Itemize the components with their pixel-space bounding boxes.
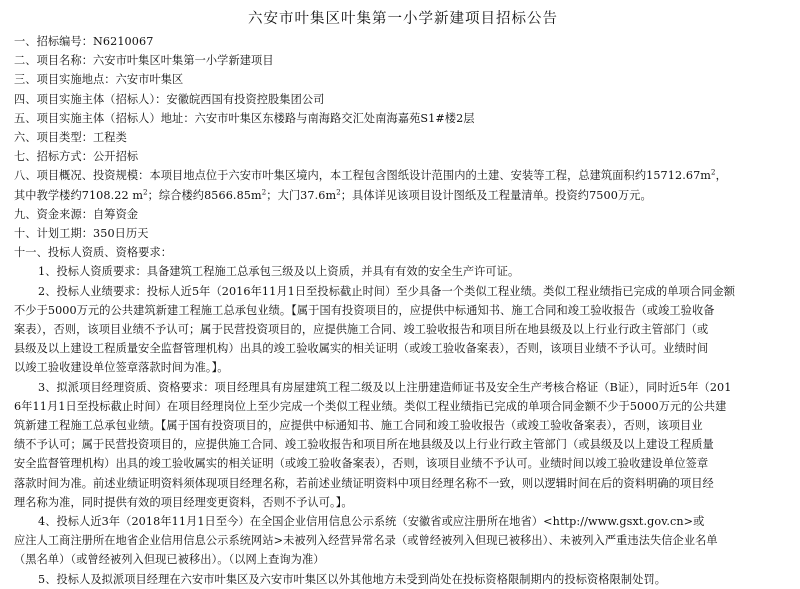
item-schedule: 十、计划工期：350日历天 [14, 227, 149, 241]
superscript-2: 2 [261, 187, 267, 196]
item-project-name: 二、项目名称：六安市叶集区叶集第一小学新建项目 [14, 54, 274, 68]
requirement-2-line: 县级及以上建设工程质量安全监督管理机构）出具的竣工验收属实的相关证明（或竣工验收备案表），否则，该项目业绩不予认可。业绩时间 [14, 342, 709, 356]
requirement-3-line: 3、拟派项目经理资质、资格要求：项目经理具有房屋建筑工程二级及以上注册建造师证书及安全生产考核合格证（B证），同时近5年（201 [38, 380, 732, 394]
item-bid-number: 一、招标编号：N6210067 [14, 35, 154, 48]
requirement-2-line: 案表），否则，该项目业绩不予认可；属于民营投资项目的，应提供施工合同、竣工验收报告和项目所在地县级及以上行业行政主管部门（或 [14, 323, 709, 337]
requirement-3-line: 理名称为准，同时提供有效的项目经理变更资料，否则不予认可。】。 [14, 495, 353, 509]
requirement-3-line: 安全监督管理机构）出具的竣工验收属实的相关证明（或竣工验收备案表），否则，该项目业绩不予认可。业绩时间以竣工验收建设单位签章 [14, 457, 709, 471]
requirement-5: 5、投标人及拟派项目经理在六安市叶集区及六安市叶集区以外其他地方未受到尚处在投标资格限制期内的投标资格限制处罚。 [38, 572, 667, 586]
overview-text-2: 其中教学楼约7108.22 m [14, 188, 144, 202]
requirement-2-line: 2、投标人业绩要求：投标人近5年（2016年11月1日至投标截止时间）至少具备一个类似工程业绩。类似工程业绩指已完成的单项合同金额 [38, 284, 736, 298]
requirement-2-line: 以竣工验收建设单位签章落款时间为准。】。 [14, 361, 229, 375]
overview-text-1: 八、项目概况、投资规模：本项目地点位于六安市叶集区境内，本工程包含图纸设计范围内的土建、安装等工程，总建筑面积约15712.67m [14, 169, 711, 183]
item-tenderer: 四、项目实施主体（招标人）：安徽皖西国有投资控股集团公司 [14, 92, 325, 106]
overview-text-5: ；具体详见该项目设计图纸及工程量清单。投资约7500万元。 [340, 188, 652, 202]
superscript-2: 2 [143, 187, 148, 196]
item-overview-line-2 [14, 186, 792, 205]
requirement-3-line: 绩不予认可；属于民营投资项目的，应提供施工合同、竣工验收报告和项目所在地县级及以上行业行政主管部门（或县级及以上建设工程质量 [14, 438, 714, 452]
requirement-3-line: 落款时间为准。前述业绩证明资料须体现项目经理名称，若前述业绩证明资料中项目经理名称不一致，则以逻辑时间在后的资料明确的项目经 [14, 476, 714, 490]
requirement-2-line: 不少于5000万元的公共建筑新建工程施工总承包业绩。【属于国有投资项目的，应提供中标通知书、施工合同和竣工验收报告（或竣工验收备 [14, 303, 715, 317]
requirement-1: 1、投标人资质要求：具备建筑工程施工总承包三级及以上资质，并具有有效的安全生产许可证。 [38, 265, 520, 279]
overview-text-3: ；综合楼约8566.85m [147, 188, 262, 202]
item-project-type: 六、项目类型：工程类 [14, 131, 127, 145]
item-fund-source: 九、资金来源：自筹资金 [14, 207, 139, 221]
item-tenderer-address: 五、项目实施主体（招标人）地址：六安市叶集区东楼路与南海路交汇处南海嘉苑S1#楼2层 [14, 111, 475, 125]
requirement-4-line: （黑名单）（或曾经被列入但现已被移出）。（以网上查询为准） [14, 553, 325, 567]
superscript-2: 2 [711, 168, 716, 177]
overview-text-4: ；大门37.6m [266, 188, 337, 202]
item-bid-method: 七、招标方式：公开招标 [14, 150, 139, 164]
requirement-4-line: 应注人工商注册所在地省企业信用信息公示系统网站>未被列入经营异常名录（或曾经被列入但现已被移出）、未被列入严重违法失信企业名单 [14, 534, 718, 548]
item-overview-line-1: 八、项目概况、投资规模：本项目地点位于六安市叶集区境内，本工程包含图纸设计范围内的土建、安装等工程，总建筑面积约$15712.67m^2$， [14, 168, 727, 183]
superscript-2: 2 [336, 187, 341, 196]
item-location: 三、项目实施地点：六安市叶集区 [14, 73, 184, 87]
requirement-3-line: 筑新建工程施工总承包业绩。【属于国有投资项目的，应提供中标通知书、施工合同和竣工验收报告（或竣工验收备案表），否则，该项目业 [14, 419, 703, 433]
requirement-4-line: 4、投标人近3年（2018年11月1日至今）在全国企业信用信息公示系统（安徽省或应注册所在地省）<http://www.gsxt.gov.cn>或 [38, 515, 705, 529]
requirement-3-line: 6年11月1日至投标截止时间）在项目经理岗位上至少完成一个类似工程业绩。类似工程业绩指已完成的单项合同金额不少于5000万元的公共建 [14, 399, 727, 413]
item-qualification-heading: 十一、投标人资质、资格要求： [14, 246, 173, 260]
document-title: 六安市叶集区叶集第一小学新建项目招标公告 [248, 11, 558, 27]
